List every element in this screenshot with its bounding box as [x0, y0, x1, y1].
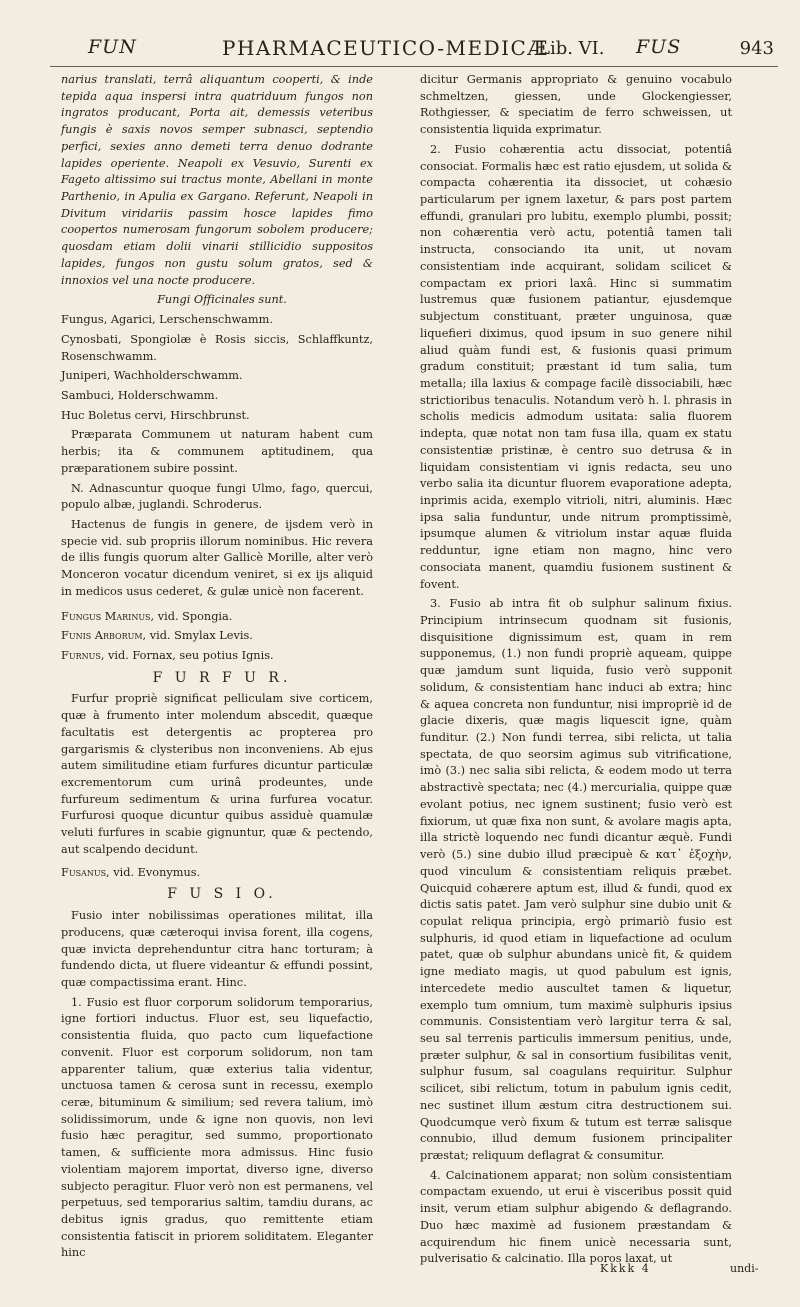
header-title: PHARMACEUTICO-MEDICÆ: [222, 36, 549, 60]
list-item: Fungus, Agarici, Lerschenschwamm.: [61, 313, 273, 327]
paragraph: 3. Fusio ab intra fit ob sulphur salinum fixius. Principium intrinsecum quodnam sit fusionis, disquisitione dignissimum est, quam in rem supponemus, (1.) non fundi propriè aqueam, quippe quæ jamdum sunt liquida, fusio verò supponit solidum, & consistentiam hanc induci ab extra; hinc & aquea concreta non funduntur, nisi impropriè id de glacie dixeris, quæ magis liquescit igne, quàm funditur. (2.) Non fundi terrea, sibi relicta, ut talia spectata, de quo seorsim agimus sub vitrificatione, imò (3.) nec salia sibi relicta, & eodem modo ut terra abstractivè spectata; nec (4.) mercurialia, quippe quæ evolant potius, nec ignem sustinent; fusio verò est fixiorum, ut quæ fixa non sunt, & avolare magis apta, illa strictè loquendo nec fundi dicantur æquè. Fundi verò (5.) sine dubio illud præcipuè & κατ᾽ ἐξοχὴν, quod vinculum & consistentiam reliquis præbet. Quicquid cohærere aptum est, illud & fundi, quod ex dictis satis patet. Jam verò sulphur sine dubio unit & copulat reliqua principia, ergò primariò fusio est sulphuris, id quod etiam in liquefactione ad oculum patet, quæ ob sulphur abundans unicè fit, & quidem igne mediato magis, ut quod pabulum est ignis, intercedete medio auscultet tamen & liquetur, exemplo tum omnium, tum maximè sulphuris ipsius communis. Consistentiam verò largitur terra & sal, seu sal terrenis particulis immersum penitius, unde, præter sulphur, & sal in consortium fusibilitas venit, sulphur fusum, sal coagulans requiritur. Sulphur scilicet, sibi relictum, totum in pabulum ignis cedit, nec sustinet illum æstum citra destructionem sui. Quodcumque verò fixum & tutum est terræ salisque connubio, illud demum fusionem principaliter præstat; reliquum deflagrat & consumitur.: [420, 597, 732, 1162]
paragraph: Furfur propriè significat pelliculam sive corticem, quæ à frumento inter molendum abscedit, quæque facultatis est detergentis ac propterea pro gargarismis & clysteribus non inconveniens. Ab ejus autem similitudine etiam furfures dicuntur particulæ excrementorum cum urinâ prodeuntes, unde furfureum sedimentum & urina furfurea vocatur. Furfurosi quoque dicuntur quibus assiduè quamulæ veluti furfures in scabie gignuntur, quæ & pectendo, aut scalpendo decidunt.: [61, 692, 373, 856]
paragraph: 2. Fusio cohærentia actu dissociat, potentiâ consociat. Formalis hæc est ratio ejusdem, ut solida & compacta cohærentia ita dissociet, ut cohæsio particularum per ignem laxetur, & pars post partem effundi, granulari pro lubitu, exemplo plumbi, possit; non cohærentia verò actu, potentiâ tamen tali instructa, consociando ita unit, ut novam consistentiam inde acquirant, solidam scilicet & compactam ex priori laxâ. Hinc si summatim lustremus quæ fusionem patiantur, ejusdemque subjectum constituant, præter unguinosa, quæ liquefieri diximus, quod ipsum in suo genere nihil aliud quàm fundi est, & fusionis quasi primum gradum constituit; præstant id tum salia, tum metalla; illa laxius & compage facilè dissociabili, hæc strictioribus tenaculis. Notandum verò h. l. phrasis in scholis medicis admodum usitata: salia fluorem indepta, quæ notat non tam fusa illa, quam ex statu consistentiæ pristinæ, è centro suo detrusa & in liquidam consistentiam vi ignis redacta, seu uno verbo salia ita dicuntur fluorem evaporatione adepta, inprimis acida, exemplo vitrioli, nitri, aluminis. Hæc ipsa salia funduntur, unde nitrum promptissimè, ipsumque alumen & vitriolum instar aquæ fluida redduntur, igne etiam non magno, hinc vero consociata manent, quamdiu fusionem sustinent & fovent.: [420, 142, 732, 591]
right-column: [420, 72, 732, 1271]
paragraph: Præparata Communem ut naturam habent cum herbis; ita & communem aptitudinem, qua præparationem subire possint.: [61, 428, 373, 475]
entry-term: Funis Arborum,: [61, 629, 147, 643]
header-book: Lib. VI.: [538, 38, 605, 59]
cross-reference: [61, 628, 373, 645]
paragraph: N. Adnascuntur quoque fungi Ulmo, fago, quercui, populo albæ, juglandi. Schroderus.: [61, 481, 373, 512]
entry-ref: vid. Smylax Levis.: [149, 629, 253, 643]
signature-mark: Kkkk 4: [600, 1262, 651, 1275]
paragraph: dicitur Germanis appropriato & genuino vocabulo schmeltzen, giessen, unde Glockengiesser, Rothgiesser, & speciatim de ferro schweissen, ut consistentia liquida exprimatur.: [420, 73, 732, 137]
section-heading: F U R F U R.: [152, 669, 292, 686]
entry-term: Fusanus,: [61, 865, 110, 879]
entry-term: Furnus,: [61, 649, 105, 662]
list-item: Cynosbati, Spongiolæ è Rosis siccis, Schlaffkuntz, Rosenschwamm.: [61, 332, 373, 363]
paragraph: Hactenus de fungis in genere, de ijsdem verò in specie vid. sub propriis illorum nominibus. Hic revera de illis fungis quorum alter Gallicè Morille, alter verò Monceron vocatur dicendum veniret, si ex ijs aliquid in medicos usus cederet, & gulæ unicè non facerent.: [61, 517, 373, 598]
paragraph: 1. Fusio est fluor corporum solidorum temporarius, igne fortiori inductus. Fluor est, seu liquefactio, consistentia fluida, quo pacto cum liquefactione convenit. Fluor est corporum solidorum, non tam apparenter talium, quæ exterius talia videntur, unctuosa tamen & cerosa sunt in recessu, exemplo ceræ, bituminum & similium; sed revera talium, imò solidissimorum, unde & igne non quovis, non levi fusio hæc peragitur, sed summo, proportionato tamen, & sufficiente mora admissus. Hinc fusio violentiam majorem importat, diverso igne, diverso subjecto peragitur. Fluor verò non est permanens, vel perpetuus, sed temporarius saltim, tamdiu durans, ac debitus ignis gradus, quo remittente etiam consistentia fatiscit in priorem soliditatem. Eleganter hinc: [61, 995, 373, 1260]
paragraph: Fusio inter nobilissimas operationes militat, illa producens, quæ cæteroqui invisa forent, illa cogens, quæ invicta deprehenduntur citra hanc torturam; à fundendo dicta, ut fluere videantur & effundi possint, quæ compactissima erant. Hinc.: [61, 909, 373, 989]
left-column: [61, 72, 373, 1265]
list-item: Huc Boletus cervi, Hirschbrunst.: [61, 408, 250, 422]
entry-ref: vid. Spongia.: [157, 609, 233, 623]
list-item: Sambuci, Holderschwamm.: [61, 388, 219, 402]
page-number: 943: [739, 38, 774, 59]
catchword: undi-: [730, 1262, 759, 1275]
entry-ref: vid. Fornax, seu potius Ignis.: [108, 649, 274, 662]
entry-ref: vid. Evonymus.: [113, 865, 201, 879]
cross-reference: [61, 865, 373, 882]
cross-reference: [61, 648, 373, 665]
paragraph: narius translati, terrâ aliquantum cooperti, & inde tepida aqua inspersi intra quatriduum fungos non ingratos producant, Porta ait, demessis veteribus fungis è saxis novos semper subnasci, septendio perfici, sexies anno demeti terra denuo dodrante lapides operiente. Neapoli ex Vesuvio, Surenti ex Fageto altissimo sui tractus monte, Abellani in monte Parthenio, in Apulia ex Gargano. Referunt, Neapoli in Divitum viridariis passim hosce lapides fimo coopertos numerosam fungorum sobolem producere; quosdam etiam dolii vinarii stillicidio suppositos lapides, fungos non gustu solum gratos, sed & innoxios vel una nocte producere.: [61, 73, 373, 287]
cross-reference: [61, 609, 373, 626]
section-subheading: Fungi Officinales sunt.: [157, 293, 287, 307]
entry-term: Fungus Marinus,: [61, 609, 155, 623]
header-left-word: FUN: [88, 36, 137, 58]
section-heading: F U S I O.: [167, 886, 277, 903]
paragraph: 4. Calcinationem apparat; non solùm consistentiam compactam exuendo, ut erui è visceribus possit quid insit, verum etiam sulphur abigendo & deflagrando. Duo hæc maximè ad fusionem præstandam & acquirendum hic finem unicè necessaria sunt, pulverisatio & calcinatio. Illa poros laxat, ut: [420, 1168, 732, 1266]
list-item: Juniperi, Wachholderschwamm.: [61, 369, 243, 383]
running-header: [50, 30, 778, 67]
header-right-word: FUS: [636, 36, 682, 58]
